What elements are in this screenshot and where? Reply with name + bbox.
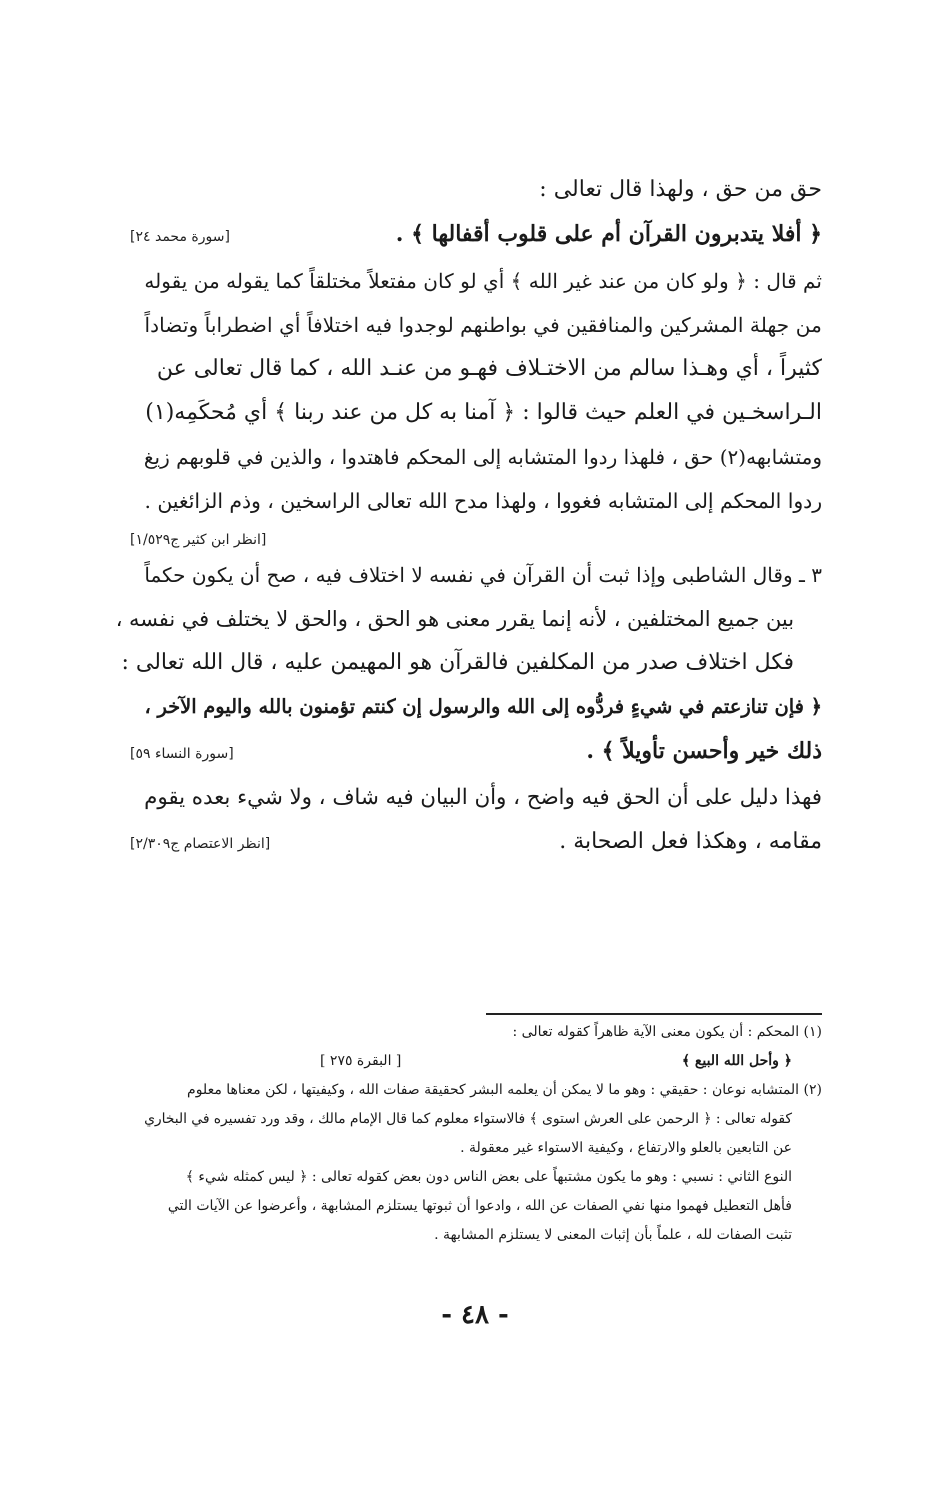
text-line-content: ومتشابهه(٢) حق ، فلهذا ردوا المتشابه إلى المحكم فاهتدوا ، والذين في قلوبهم زيغ: [143, 445, 822, 469]
quran-verse-line: [130, 685, 822, 729]
text-line: [130, 479, 822, 523]
source-reference: [انظر الاعتصام ج٢/٣٠٩]: [130, 836, 271, 852]
text-line-content: بين جميع المختلفين ، لأنه إنما يقرر معنى هو الحق ، والحق لا يختلف في نفسه ،: [115, 607, 794, 631]
footnote-text: (٢) المتشابه نوعان : حقيقي : وهو ما لا يمكن أن يعلمه البشر كحقيقة صفات الله ، وكيفيتها ، لكن معناها معلوم: [187, 1082, 822, 1098]
footnote-line: [130, 1192, 822, 1221]
source-reference: [انظر ابن كثير ج١/٥٢٩]: [130, 532, 267, 548]
text-line: [115, 597, 822, 641]
footnote-line: [130, 1076, 822, 1105]
footnote-line: [130, 1134, 822, 1163]
footnote-line: [130, 1018, 822, 1047]
quran-verse-line: [130, 729, 822, 776]
text-line-content: حق من حق ، ولهذا قال تعالى :: [539, 177, 822, 202]
footnote-divider: [486, 1013, 822, 1015]
quran-verse: ﴿ فإن تنازعتم في شيءٍ فردُّوه إلى الله والرسول إن كنتم تؤمنون بالله واليوم الآخر ،: [144, 695, 822, 718]
footnote-text: فأهل التعطيل فهموا منها نفي الصفات عن الله ، وادعوا أن ثبوتها يستلزم المشابهة ، وأعرضوا عن الآيات التي: [167, 1198, 792, 1214]
text-line-content: من جهلة المشركين والمنافقين في بواطنهم لوجدوا فيه اختلافاً أي اضطراباً وتضاداً: [144, 313, 822, 337]
footnote-line: [130, 1163, 822, 1192]
text-line-content: الـراسخـين في العلم حيث قالوا : ﴿ آمنا به كل من عند ربنا ﴾ أي مُحكَمِه(١): [145, 400, 822, 425]
text-line-content: ردوا المحكم إلى المتشابه فغووا ، ولهذا مدح الله تعالى الراسخين ، وذم الزائغين .: [144, 489, 822, 513]
text-line: [130, 347, 822, 391]
footnote-line: [130, 1047, 822, 1076]
text-line: [130, 303, 822, 347]
text-line-content: مقامه ، وهكذا فعل الصحابة .: [559, 829, 822, 854]
text-line: [130, 820, 822, 866]
text-line: [130, 553, 822, 597]
text-line-content: فهذا دليل على أن الحق فيه واضح ، وأن البيان فيه شاف ، ولا شيء بعده يقوم: [144, 785, 822, 810]
footnote-reference: [ البقرة ٢٧٥ ]: [320, 1053, 402, 1069]
footnote-text: النوع الثاني : نسبي : وهو ما يكون مشتبهاً على بعض الناس دون بعض كقوله تعالى : ﴿ ليس كمثله شيء ﴾: [185, 1169, 792, 1185]
main-text: [115, 168, 822, 866]
text-line-content: فكل اختلاف صدر من المكلفين فالقرآن هو المهيمن عليه ، قال الله تعالى :: [121, 650, 794, 675]
footnote-line: [130, 1105, 822, 1134]
verse-reference: [سورة النساء ٥٩]: [130, 746, 234, 762]
footnotes: [130, 1018, 822, 1250]
text-line: [130, 776, 822, 820]
text-line-content: كثيراً ، أي وهـذا سالم من الاختـلاف فهـو من عنـد الله ، كما قال تعالى عن: [156, 356, 822, 381]
footnote-text: كقوله تعالى : ﴿ الرحمن على العرش استوى ﴾ فالاستواء معلوم كما قال الإمام مالك ، وقد ورد تفسيره في البخاري: [144, 1111, 792, 1127]
text-line: [130, 435, 822, 479]
text-line: [130, 391, 822, 435]
page-number: - ٤٨ -: [441, 1300, 509, 1330]
footnote-verse: ﴿ وأحل الله البيع ﴾: [681, 1053, 792, 1069]
text-line: [121, 641, 822, 685]
quran-verse-line: [130, 212, 822, 259]
footnote-line: [130, 1221, 822, 1250]
footnote-text: (١) المحكم : أن يكون معنى الآية ظاهراً كقوله تعالى :: [512, 1024, 822, 1040]
quran-verse: ﴿ أفلا يتدبرون القرآن أم على قلوب أقفالها ﴾ .: [395, 221, 822, 247]
text-line-content: ثم قال : ﴿ ولو كان من عند غير الله ﴾ أي لو كان مفتعلاً مختلقاً كما يقوله من يقوله: [144, 269, 822, 293]
quran-verse: ذلك خير وأحسن تأويلاً ﴾ .: [586, 738, 822, 764]
text-line-content: ٣ ـ وقال الشاطبى وإذا ثبت أن القرآن في نفسه لا اختلاف فيه ، صح أن يكون حكماً: [144, 563, 822, 587]
text-line: [130, 168, 822, 212]
text-line: [130, 259, 822, 303]
footnote-text: عن التابعين بالعلو والارتفاع ، وكيفية الاستواء غير معقولة .: [460, 1140, 792, 1156]
source-reference-line: [130, 523, 822, 553]
footnote-text: تثبت الصفات لله ، علماً بأن إثبات المعنى لا يستلزم المشابهة .: [434, 1227, 792, 1243]
verse-reference: [سورة محمد ٢٤]: [130, 229, 230, 245]
